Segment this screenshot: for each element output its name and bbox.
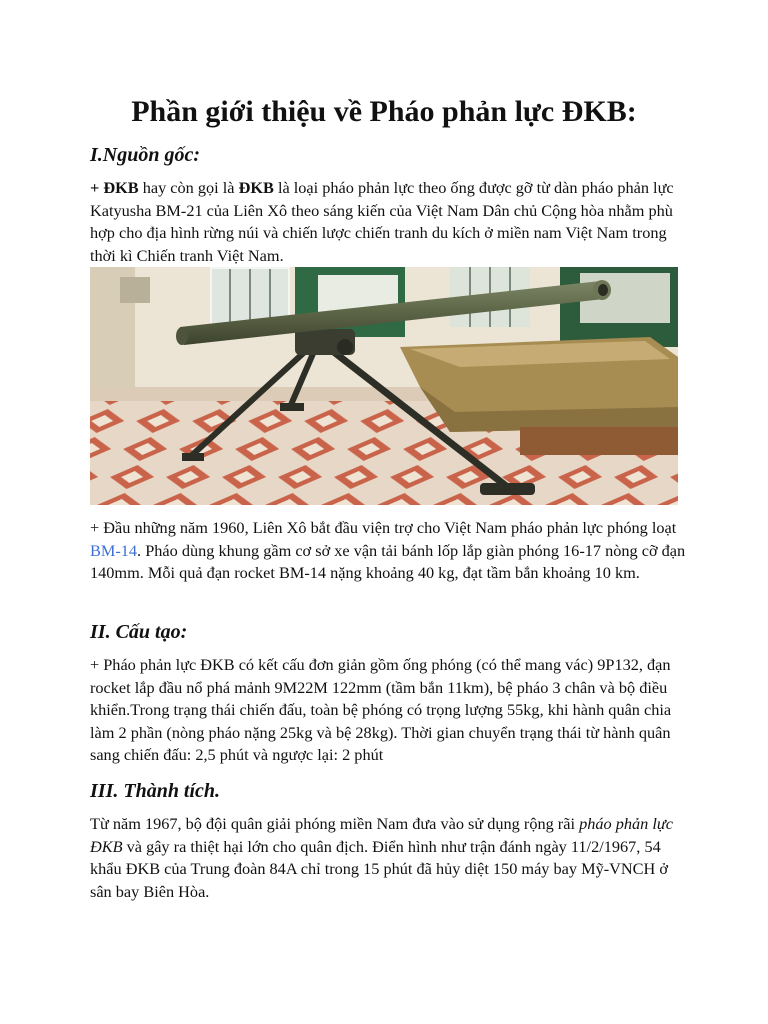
text-run: Từ năm 1967, bộ đội quân giải phóng miền Nam đưa vào sử dụng rộng rãi	[90, 814, 580, 833]
section-heading-origin: I.Nguồn gốc:	[90, 144, 201, 166]
bullet-prefix: +	[90, 178, 104, 197]
text-run: + Đầu những năm 1960, Liên Xô bắt đầu viện trợ cho Việt Nam pháo phản lực phóng loạt	[90, 518, 677, 537]
section-heading-structure: II. Cấu tạo:	[90, 621, 188, 643]
term-dkb-alias: ĐKB	[238, 178, 274, 197]
origin-paragraph-1	[90, 177, 690, 267]
origin-paragraph-2	[90, 517, 690, 585]
term-dkb: ĐKB	[103, 178, 139, 197]
text-run: và gây ra thiệt hại lớn cho quân địch. Điển hình như trận đánh ngày 11/2/1967, 54 khẩu ĐKB của Trung đoàn 84A chỉ trong 15 phút đã hủy diệt 150 máy bay Mỹ-VNCH ở sân bay Biên Hòa.	[90, 836, 668, 901]
section-heading-achievements: III. Thành tích.	[90, 780, 221, 802]
dkb-rocket-launcher-photo	[90, 267, 678, 505]
text-run: . Pháo dùng khung gầm cơ sở xe vận tải bánh lốp lắp giàn phóng 16-17 nòng cỡ đạn 140mm. Mỗi quả đạn rocket BM-14 nặng khoảng 40 kg, đạt tầm bắn khoảng 10 km.	[90, 540, 686, 583]
emphasis-dkb: pháo phản lực ĐKB	[90, 814, 673, 856]
bm14-link[interactable]: BM-14	[90, 540, 138, 560]
page-title: Phần giới thiệu về Pháo phản lực ĐKB:	[131, 95, 637, 128]
structure-paragraph: + Pháo phản lực ĐKB có kết cấu đơn giản gồm ống phóng (có thể mang vác) 9P132, đạn rocket lắp đầu nổ phá mảnh 9M22M 122mm (tầm bắn 11km), bệ pháo 3 chân và bộ điều khiển.Trong trạng thái chiến đấu, toàn bệ phóng có trọng lượng 55kg, khi hành quân chia làm 2 phần (nòng pháo nặng 25kg và bệ 28kg). Thời gian chuyển trạng thái từ hành quân sang chiến đấu: 2,5 phút và ngược lại: 2 phút	[90, 655, 672, 765]
text-run: hay còn gọi là	[138, 178, 239, 197]
text-run: là loại pháo phản lực theo ống được gỡ từ dàn pháo phản lực Katyusha BM-21 của Liên Xô theo sáng kiến của Việt Nam Dân chủ Cộng hòa nhằm phù hợp cho địa hình rừng núi và chiến lược chiến tranh du kích ở miền nam Việt Nam trong thời kì Chiến tranh Việt Nam.	[90, 178, 674, 265]
achievements-paragraph	[90, 813, 690, 903]
